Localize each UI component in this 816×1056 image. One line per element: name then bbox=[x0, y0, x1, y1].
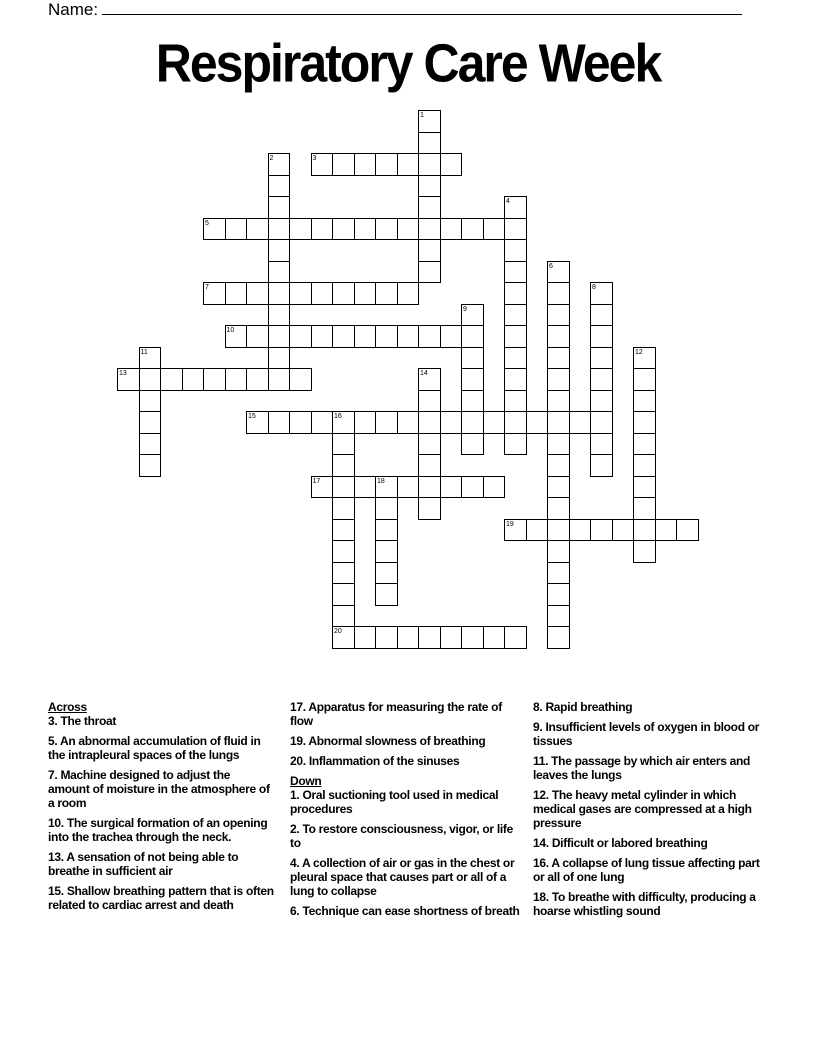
grid-cell[interactable] bbox=[332, 497, 355, 520]
page-title: Respiratory Care Week bbox=[155, 32, 661, 94]
clue-heading-across: Across bbox=[48, 700, 87, 714]
grid-cell[interactable] bbox=[311, 325, 334, 348]
grid-cell[interactable] bbox=[246, 368, 269, 391]
clue-14: 14. Difficult or labored breathing bbox=[533, 836, 708, 850]
grid-cell[interactable] bbox=[418, 218, 441, 241]
grid-cell[interactable] bbox=[332, 454, 355, 477]
grid-cell[interactable] bbox=[633, 540, 656, 563]
grid-cell[interactable] bbox=[332, 562, 355, 585]
grid-cell[interactable] bbox=[418, 626, 441, 649]
grid-cell[interactable] bbox=[397, 325, 420, 348]
grid-cell[interactable] bbox=[332, 476, 355, 499]
grid-cell[interactable] bbox=[483, 626, 506, 649]
grid-cell[interactable] bbox=[547, 476, 570, 499]
grid-cell[interactable] bbox=[461, 368, 484, 391]
clue-2: 2. To restore consciousness, vigor, or life to bbox=[290, 822, 513, 850]
grid-cell[interactable] bbox=[418, 175, 441, 198]
grid-cell[interactable] bbox=[311, 282, 334, 305]
grid-cell[interactable] bbox=[332, 433, 355, 456]
clue-number-5: 5 bbox=[205, 219, 209, 227]
grid-cell[interactable] bbox=[268, 218, 291, 241]
grid-cell[interactable] bbox=[397, 153, 420, 176]
grid-cell[interactable] bbox=[268, 368, 291, 391]
grid-cell[interactable] bbox=[461, 433, 484, 456]
grid-cell[interactable] bbox=[633, 390, 656, 413]
grid-cell[interactable] bbox=[461, 218, 484, 241]
grid-cell[interactable] bbox=[590, 519, 613, 542]
grid-cell[interactable] bbox=[440, 476, 463, 499]
grid-cell[interactable] bbox=[332, 282, 355, 305]
grid-cell[interactable] bbox=[268, 347, 291, 370]
clue-number-7: 7 bbox=[205, 284, 209, 291]
grid-cell[interactable] bbox=[504, 368, 527, 391]
grid-cell[interactable] bbox=[504, 411, 527, 434]
grid-cell[interactable] bbox=[569, 411, 592, 434]
grid-cell[interactable] bbox=[397, 218, 420, 241]
grid-cell[interactable] bbox=[547, 540, 570, 563]
grid-cell[interactable] bbox=[268, 325, 291, 348]
clue-6: 6. Technique can ease shortness of breath bbox=[290, 904, 520, 918]
grid-cell[interactable] bbox=[504, 304, 527, 327]
clue-12: 12. The heavy metal cylinder in which medical gases are compressed at a high pressure bbox=[533, 788, 752, 830]
grid-cell[interactable] bbox=[633, 454, 656, 477]
grid-cell[interactable] bbox=[375, 626, 398, 649]
grid-cell[interactable] bbox=[547, 282, 570, 305]
clue-number-1: 1 bbox=[420, 112, 424, 119]
grid-cell[interactable] bbox=[289, 325, 312, 348]
grid-cell[interactable] bbox=[633, 497, 656, 520]
grid-cell[interactable] bbox=[354, 153, 377, 176]
grid-cell[interactable] bbox=[547, 605, 570, 628]
clue-number-20: 20 bbox=[334, 628, 342, 635]
clue-number-2: 2 bbox=[269, 155, 274, 162]
grid-cell[interactable] bbox=[461, 626, 484, 649]
grid-cell[interactable] bbox=[569, 519, 592, 542]
grid-cell[interactable] bbox=[526, 519, 549, 542]
grid-cell[interactable] bbox=[633, 368, 656, 391]
grid-cell[interactable] bbox=[332, 218, 355, 241]
grid-cell[interactable] bbox=[418, 433, 441, 456]
grid-cell[interactable] bbox=[418, 261, 441, 284]
clue-number-11: 11 bbox=[140, 348, 148, 356]
grid-cell[interactable] bbox=[139, 454, 162, 477]
clue-column-1 bbox=[48, 700, 274, 918]
grid-cell[interactable] bbox=[590, 325, 613, 348]
grid-cell[interactable] bbox=[225, 368, 248, 391]
grid-cell[interactable] bbox=[547, 368, 570, 391]
grid-cell[interactable] bbox=[440, 153, 463, 176]
grid-cell[interactable] bbox=[633, 519, 656, 542]
grid-cell[interactable] bbox=[547, 454, 570, 477]
grid-cell[interactable] bbox=[418, 390, 441, 413]
clue-column-3 bbox=[533, 700, 763, 924]
grid-cell[interactable] bbox=[655, 519, 678, 542]
grid-cell[interactable] bbox=[160, 368, 183, 391]
clue-number-6: 6 bbox=[549, 262, 553, 270]
grid-cell[interactable] bbox=[375, 218, 398, 241]
grid-cell[interactable] bbox=[418, 132, 441, 155]
name-label: Name: bbox=[48, 0, 99, 19]
grid-cell[interactable] bbox=[590, 454, 613, 477]
clue-number-12: 12 bbox=[635, 348, 643, 356]
clue-column-2 bbox=[290, 700, 522, 924]
grid-cell[interactable] bbox=[504, 390, 527, 413]
grid-cell[interactable] bbox=[354, 411, 377, 434]
grid-cell[interactable] bbox=[375, 540, 398, 563]
grid-cell[interactable] bbox=[268, 261, 291, 284]
grid-cell[interactable] bbox=[612, 519, 635, 542]
grid-cell[interactable] bbox=[375, 497, 398, 520]
grid-cell[interactable] bbox=[225, 218, 248, 241]
grid-cell[interactable] bbox=[289, 218, 312, 241]
grid-cell[interactable] bbox=[203, 368, 226, 391]
grid-cell[interactable] bbox=[547, 304, 570, 327]
grid-cell[interactable] bbox=[504, 218, 527, 241]
clue-13: 13. A sensation of not being able to breathe in sufficient air bbox=[48, 850, 239, 878]
clue-number-15: 15 bbox=[248, 413, 256, 420]
grid-cell[interactable] bbox=[504, 282, 527, 305]
grid-cell[interactable] bbox=[483, 476, 506, 499]
grid-cell[interactable] bbox=[268, 304, 291, 327]
grid-cell[interactable] bbox=[461, 325, 484, 348]
clue-number-4: 4 bbox=[506, 198, 510, 205]
grid-cell[interactable] bbox=[139, 433, 162, 456]
grid-cell[interactable] bbox=[311, 218, 334, 241]
grid-cell[interactable] bbox=[354, 282, 377, 305]
grid-cell[interactable] bbox=[418, 325, 441, 348]
grid-cell[interactable] bbox=[418, 454, 441, 477]
grid-cell[interactable] bbox=[440, 411, 463, 434]
grid-cell[interactable] bbox=[375, 411, 398, 434]
grid-cell[interactable] bbox=[268, 411, 291, 434]
clue-9: 9. Insufficient levels of oxygen in blood or tissues bbox=[533, 720, 760, 748]
grid-cell[interactable] bbox=[418, 239, 441, 262]
grid-cell[interactable] bbox=[547, 497, 570, 520]
grid-cell[interactable] bbox=[332, 583, 355, 606]
grid-cell[interactable] bbox=[590, 368, 613, 391]
grid-cell[interactable] bbox=[461, 476, 484, 499]
grid-cell[interactable] bbox=[268, 239, 291, 262]
clue-3: 3. The throat bbox=[48, 714, 117, 728]
grid-cell[interactable] bbox=[182, 368, 205, 391]
clue-17: 17. Apparatus for measuring the rate of flow bbox=[290, 700, 502, 728]
grid-cell[interactable] bbox=[375, 519, 398, 542]
grid-cell[interactable] bbox=[633, 411, 656, 434]
clue-10: 10. The surgical formation of an opening into the trachea through the neck. bbox=[48, 816, 268, 844]
grid-cell[interactable] bbox=[332, 540, 355, 563]
clue-19: 19. Abnormal slowness of breathing bbox=[290, 734, 486, 748]
grid-cell[interactable] bbox=[354, 325, 377, 348]
grid-cell[interactable] bbox=[483, 411, 506, 434]
grid-cell[interactable] bbox=[246, 325, 269, 348]
grid-cell[interactable] bbox=[547, 626, 570, 649]
clue-8: 8. Rapid breathing bbox=[533, 700, 633, 714]
clue-number-8: 8 bbox=[592, 284, 596, 291]
grid-cell[interactable] bbox=[547, 562, 570, 585]
grid-cell[interactable] bbox=[504, 626, 527, 649]
grid-cell[interactable] bbox=[289, 282, 312, 305]
grid-cell[interactable] bbox=[590, 347, 613, 370]
clue-1: 1. Oral suctioning tool used in medical procedures bbox=[290, 788, 499, 816]
grid-cell[interactable] bbox=[504, 325, 527, 348]
grid-cell[interactable] bbox=[547, 433, 570, 456]
grid-cell[interactable] bbox=[375, 583, 398, 606]
grid-cell[interactable] bbox=[590, 411, 613, 434]
grid-cell[interactable] bbox=[139, 368, 162, 391]
grid-cell[interactable] bbox=[246, 218, 269, 241]
grid-cell[interactable] bbox=[418, 497, 441, 520]
grid-cell[interactable] bbox=[547, 519, 570, 542]
grid-cell[interactable] bbox=[504, 433, 527, 456]
grid-cell[interactable] bbox=[289, 368, 312, 391]
grid-cell[interactable] bbox=[418, 196, 441, 219]
grid-cell[interactable] bbox=[397, 626, 420, 649]
grid-cell[interactable] bbox=[590, 304, 613, 327]
grid-cell[interactable] bbox=[676, 519, 699, 542]
grid-cell[interactable] bbox=[397, 411, 420, 434]
grid-cell[interactable] bbox=[354, 218, 377, 241]
grid-cell[interactable] bbox=[332, 325, 355, 348]
grid-cell[interactable] bbox=[332, 519, 355, 542]
grid-cell[interactable] bbox=[440, 325, 463, 348]
clue-number-3: 3 bbox=[312, 155, 317, 162]
grid-cell[interactable] bbox=[590, 390, 613, 413]
grid-cell[interactable] bbox=[504, 239, 527, 262]
clue-number-19: 19 bbox=[506, 520, 514, 528]
grid-cell[interactable] bbox=[397, 476, 420, 499]
grid-cell[interactable] bbox=[590, 433, 613, 456]
grid-cell[interactable] bbox=[504, 261, 527, 284]
grid-cell[interactable] bbox=[633, 476, 656, 499]
clue-number-16: 16 bbox=[334, 413, 342, 420]
grid-cell[interactable] bbox=[354, 626, 377, 649]
clue-number-13: 13 bbox=[119, 370, 127, 377]
grid-cell[interactable] bbox=[332, 605, 355, 628]
grid-cell[interactable] bbox=[526, 411, 549, 434]
grid-cell[interactable] bbox=[633, 433, 656, 456]
grid-cell[interactable] bbox=[547, 411, 570, 434]
grid-cell[interactable] bbox=[461, 347, 484, 370]
grid-cell[interactable] bbox=[375, 153, 398, 176]
clue-number-14: 14 bbox=[420, 370, 428, 377]
grid-cell[interactable] bbox=[332, 153, 355, 176]
grid-cell[interactable] bbox=[461, 411, 484, 434]
clue-15: 15. Shallow breathing pattern that is often related to cardiac arrest and death bbox=[48, 884, 274, 912]
grid-cell[interactable] bbox=[547, 583, 570, 606]
grid-cell[interactable] bbox=[375, 282, 398, 305]
clue-11: 11. The passage by which air enters and leaves the lungs bbox=[533, 754, 751, 782]
grid-cell[interactable] bbox=[397, 282, 420, 305]
clue-7: 7. Machine designed to adjust the amount of moisture in the atmosphere of a room bbox=[48, 768, 270, 810]
grid-cell[interactable] bbox=[268, 282, 291, 305]
grid-cell[interactable] bbox=[418, 411, 441, 434]
clue-20: 20. Inflammation of the sinuses bbox=[290, 754, 460, 768]
grid-cell[interactable] bbox=[268, 175, 291, 198]
grid-cell[interactable] bbox=[547, 325, 570, 348]
clue-5: 5. An abnormal accumulation of fluid in the intrapleural spaces of the lungs bbox=[48, 734, 261, 762]
grid-cell[interactable] bbox=[375, 325, 398, 348]
clue-4: 4. A collection of air or gas in the chest or pleural space that causes part or all of a lung to collapse bbox=[290, 856, 515, 898]
grid-cell[interactable] bbox=[311, 411, 334, 434]
grid-cell[interactable] bbox=[440, 218, 463, 241]
grid-cell[interactable] bbox=[246, 282, 269, 305]
grid-cell[interactable] bbox=[268, 196, 291, 219]
grid-cell[interactable] bbox=[504, 347, 527, 370]
clue-number-10: 10 bbox=[226, 327, 235, 334]
grid-cell[interactable] bbox=[375, 562, 398, 585]
clue-number-17: 17 bbox=[312, 477, 321, 485]
grid-cell[interactable] bbox=[418, 476, 441, 499]
grid-cell[interactable] bbox=[139, 411, 162, 434]
clue-heading-down: Down bbox=[290, 774, 322, 788]
grid-cell[interactable] bbox=[483, 218, 506, 241]
grid-cell[interactable] bbox=[139, 390, 162, 413]
grid-cell[interactable] bbox=[547, 390, 570, 413]
clue-number-18: 18 bbox=[377, 477, 385, 485]
grid-cell[interactable] bbox=[547, 347, 570, 370]
grid-cell[interactable] bbox=[289, 411, 312, 434]
grid-cell[interactable] bbox=[418, 153, 441, 176]
grid-cell[interactable] bbox=[440, 626, 463, 649]
grid-cell[interactable] bbox=[461, 390, 484, 413]
grid-cell[interactable] bbox=[225, 282, 248, 305]
clue-18: 18. To breathe with difficulty, producing a hoarse whistling sound bbox=[533, 890, 756, 918]
grid-cell[interactable] bbox=[354, 476, 377, 499]
clue-16: 16. A collapse of lung tissue affecting part or all of one lung bbox=[533, 856, 760, 884]
clue-number-9: 9 bbox=[463, 305, 467, 313]
